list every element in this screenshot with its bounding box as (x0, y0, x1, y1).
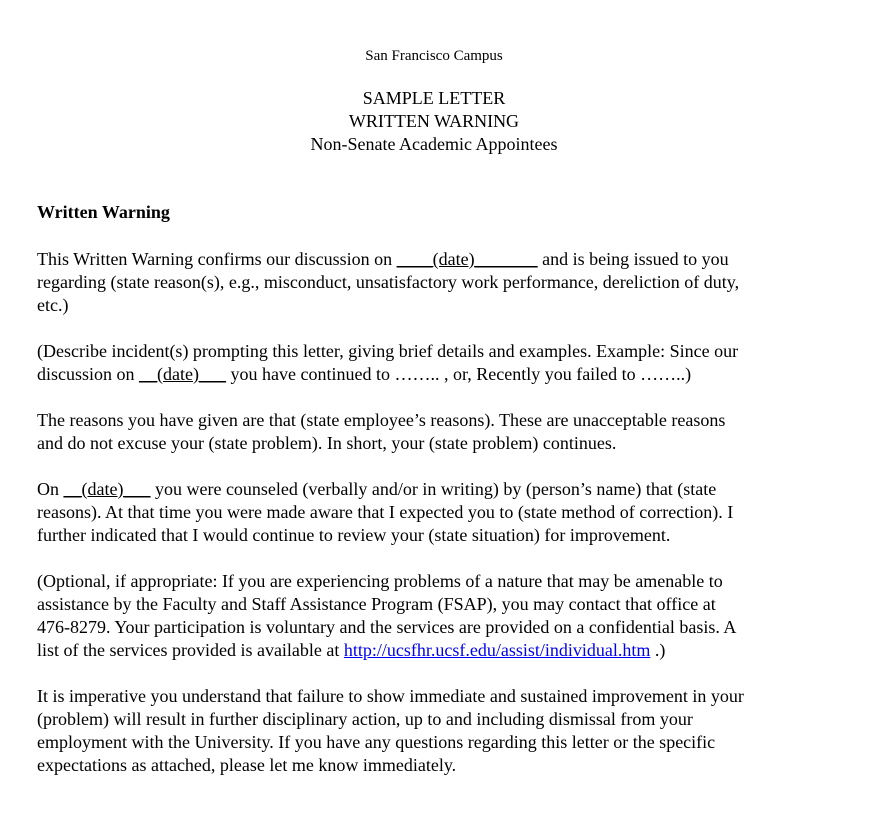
text-span: you have continued to …….. , or, Recently you failed to ……..) (225, 364, 692, 384)
paragraph-imperative (37, 685, 837, 777)
paragraph-line: regarding (state reason(s), e.g., misconduct, unsatisfactory work performance, dereliction of duty, (37, 272, 740, 292)
paragraph-line: The reasons you have given are that (state employee’s reasons). These are unacceptable reasons (37, 410, 726, 430)
paragraph-line: etc.) (37, 295, 69, 315)
text-span: .) (650, 640, 666, 660)
title-line-written-warning: WRITTEN WARNING (348, 111, 520, 131)
campus-name: San Francisco Campus (365, 48, 503, 64)
section-heading: Written Warning (37, 202, 170, 222)
paragraph-incident (37, 340, 837, 386)
paragraph-counseled (37, 478, 837, 547)
paragraph-discussion (37, 248, 837, 317)
text-span: and is being issued to you (537, 249, 729, 269)
paragraph-optional-fsap (37, 570, 837, 662)
text-span: On (37, 479, 64, 499)
letter-title (0, 87, 868, 156)
text-span: list of the services provided is available at (37, 640, 344, 660)
paragraph-line: expectations as attached, please let me know immediately. (37, 755, 457, 775)
date-blank: ____(date)_______ (396, 249, 538, 269)
text-span: discussion on (37, 364, 140, 384)
paragraph-line (37, 363, 837, 386)
paragraph-line: (problem) will result in further disciplinary action, up to and including dismissal from your (37, 709, 693, 729)
paragraph-reasons (37, 409, 837, 455)
fsap-services-link[interactable]: http://ucsfhr.ucsf.edu/assist/individual.htm (343, 640, 651, 660)
date-blank: __(date)___ (139, 364, 226, 384)
paragraph-line (37, 478, 837, 501)
paragraph-line (37, 248, 837, 271)
title-line-sample-letter: SAMPLE LETTER (362, 88, 506, 108)
paragraph-line (37, 639, 837, 662)
title-line-appointees: Non-Senate Academic Appointees (310, 134, 558, 154)
paragraph-line: assistance by the Faculty and Staff Assistance Program (FSAP), you may contact that office at (37, 594, 716, 614)
paragraph-line: 476-8279. Your participation is voluntary and the services are provided on a confidential basis. A (37, 617, 737, 637)
text-span: you were counseled (verbally and/or in writing) by (person’s name) that (state (150, 479, 717, 499)
paragraph-line: reasons). At that time you were made aware that I expected you to (state method of correction). I (37, 502, 734, 522)
paragraph-line: (Optional, if appropriate: If you are experiencing problems of a nature that may be amenable to (37, 571, 723, 591)
paragraph-line: It is imperative you understand that failure to show immediate and sustained improvement in your (37, 686, 744, 706)
paragraph-line: and do not excuse your (state problem). In short, your (state problem) continues. (37, 433, 617, 453)
text-span: This Written Warning confirms our discussion on (37, 249, 397, 269)
paragraph-line: (Describe incident(s) prompting this letter, giving brief details and examples. Example: Since our (37, 341, 739, 361)
paragraph-line: employment with the University. If you have any questions regarding this letter or the specific (37, 732, 716, 752)
date-blank: __(date)___ (63, 479, 151, 499)
paragraph-line: further indicated that I would continue to review your (state situation) for improvement. (37, 525, 671, 545)
